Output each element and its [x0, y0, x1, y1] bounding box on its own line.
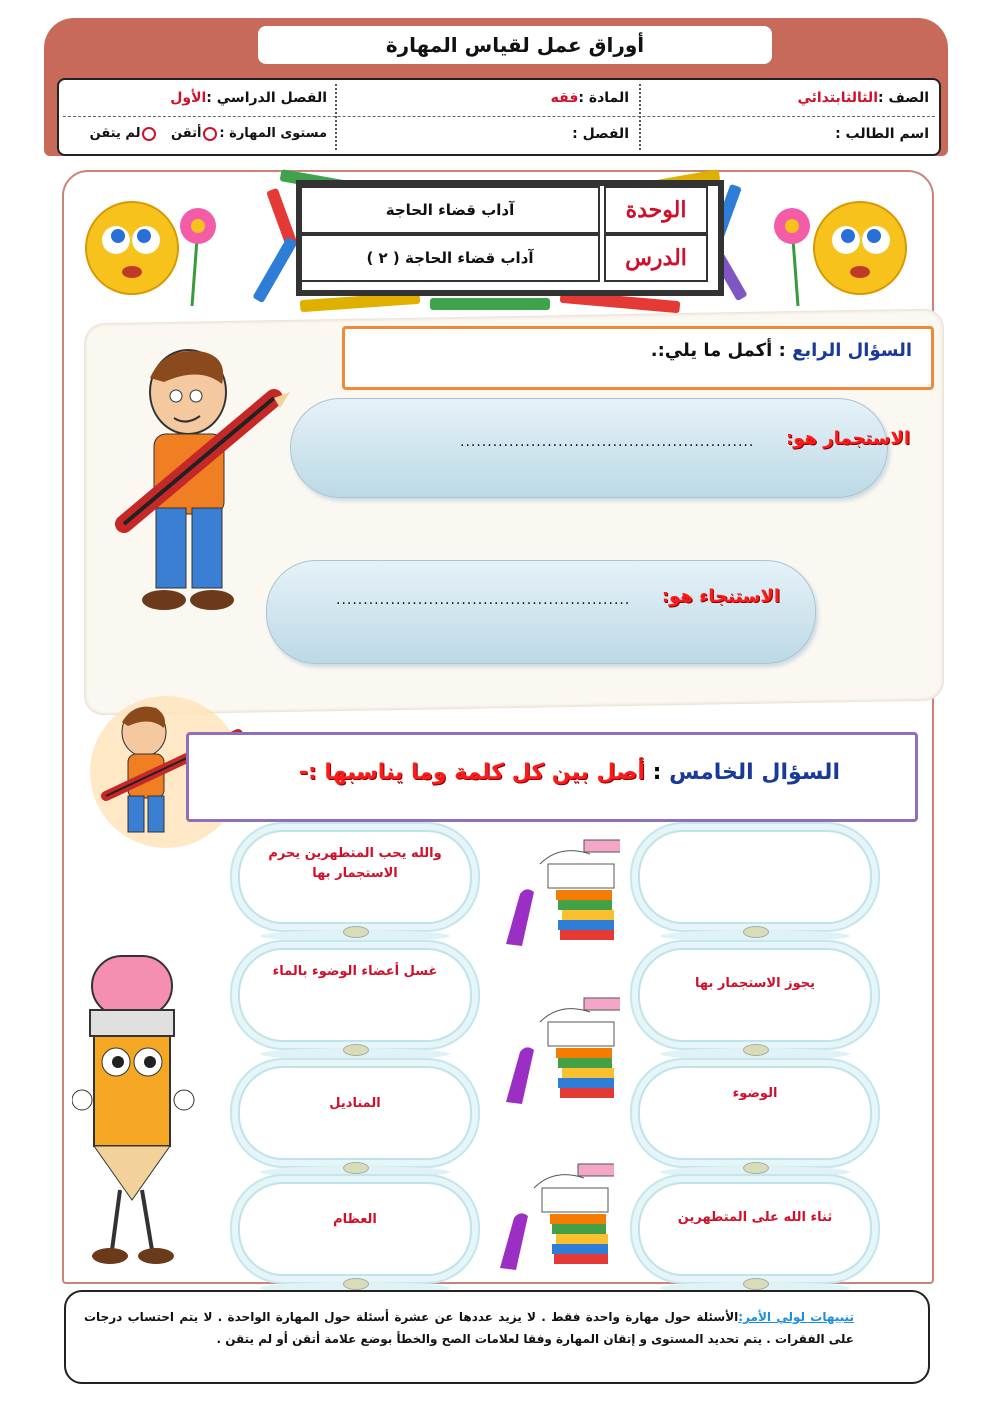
crayon-icon — [430, 298, 550, 310]
match-right-item[interactable] — [638, 830, 872, 924]
boy-with-pencil-icon — [104, 338, 294, 628]
books-icon — [500, 992, 620, 1112]
subject-value: فقه — [550, 90, 579, 106]
match-left-item[interactable] — [238, 1066, 472, 1160]
match-left-text: غسل أعضاء الوضوء بالماء — [272, 964, 438, 979]
cloud-dot — [743, 1044, 769, 1056]
lesson-row — [300, 234, 708, 278]
term-value: الأول — [170, 90, 207, 106]
footer-note — [84, 1306, 854, 1350]
mastered-radio[interactable] — [203, 127, 217, 141]
smiley-flower-icon — [80, 186, 230, 316]
match-right-text: الوضوء — [732, 1086, 778, 1101]
term-field — [170, 90, 327, 106]
answer-blank[interactable]: ...................................................... — [336, 592, 631, 608]
match-left-item[interactable] — [238, 1182, 472, 1276]
match-right-text: ثناء الله على المتطهرين — [677, 1210, 833, 1225]
cloud-dot — [743, 926, 769, 938]
grade-label: الصف : — [878, 90, 929, 106]
match-left-item[interactable] — [238, 948, 472, 1042]
match-right-item[interactable] — [638, 1182, 872, 1276]
subject-label: المادة : — [578, 90, 629, 106]
not-mastered-radio[interactable] — [142, 127, 156, 141]
page-title: أوراق عمل لقياس المهارة — [258, 26, 772, 64]
answer-blank[interactable]: ...................................................... — [460, 434, 755, 450]
cloud-dot — [343, 1278, 369, 1290]
info-table — [57, 78, 941, 156]
grade-field — [797, 90, 929, 106]
question-4-instruction: أكمل ما يلي:. — [650, 340, 773, 361]
divider — [639, 84, 641, 150]
cloud-dot — [343, 1162, 369, 1174]
unit-value: آداب قضاء الحاجة — [300, 186, 600, 234]
unit-table — [300, 184, 708, 280]
crayon-icon — [252, 237, 297, 304]
question-5-number: السؤال الخامس — [669, 760, 840, 785]
books-icon — [500, 834, 620, 954]
match-left-text: العظام — [333, 1212, 377, 1227]
answer-pill[interactable] — [266, 560, 816, 664]
match-left-text: المناديل — [329, 1096, 381, 1111]
item-label: الاستنجاء هو: — [661, 586, 780, 607]
unit-row — [300, 186, 708, 230]
lesson-value: آداب قضاء الحاجة ( ٢ ) — [300, 234, 600, 282]
divider — [63, 116, 935, 117]
match-left-text: والله يحب المتطهرين يحرم الاستجمار بها — [268, 846, 442, 882]
class-field[interactable] — [572, 126, 629, 142]
skill-level-field — [90, 126, 327, 141]
student-name-field[interactable] — [835, 126, 929, 142]
footer-body: الأسئلة حول مهارة واحدة فقط . لا يزيد عددها عن عشرة أسئلة حول المهارة الواحدة . لا يتم احتساب درجات على الفقرات . يتم تحديد المستوى و إتقان المهارة وفقا لعلامات الصح والخطأ بوضع علامة أتقن أو لم يتقن . — [84, 1310, 854, 1346]
smiley-flower-icon — [762, 186, 912, 316]
question-5-title: السؤال الخامس : أصل بين كل كلمة وما يناسبها :- — [298, 760, 840, 785]
lesson-label: الدرس — [604, 234, 708, 282]
item-label: الاستجمار هو: — [785, 428, 910, 449]
match-right-item[interactable] — [638, 948, 872, 1042]
cloud-dot — [343, 926, 369, 938]
match-right-text: يجوز الاستجمار بها — [695, 976, 815, 991]
question-4-number: السؤال الرابع — [792, 340, 912, 361]
cloud-dot — [343, 1044, 369, 1056]
match-right-item[interactable] — [638, 1066, 872, 1160]
grade-value: الثالثابتدائي — [797, 90, 878, 106]
class-label: الفصل : — [572, 126, 629, 142]
books-icon — [494, 1158, 614, 1278]
term-label: الفصل الدراسي : — [206, 90, 327, 106]
question-4-title: السؤال الرابع : أكمل ما يلي:. — [650, 340, 912, 361]
footer-heading: تنبيهات لولي الأمر: — [738, 1310, 854, 1324]
skill-level-label: مستوى المهارة : — [219, 126, 327, 141]
match-left-item[interactable] — [238, 830, 472, 924]
cloud-dot — [743, 1162, 769, 1174]
question-5-instruction: أصل بين كل كلمة وما يناسبها :- — [298, 760, 645, 785]
subject-field — [551, 90, 629, 106]
pencil-mascot-icon — [72, 950, 212, 1280]
not-mastered-label: لم يتقن — [89, 126, 141, 141]
student-name-label: اسم الطالب : — [835, 126, 929, 142]
divider — [335, 84, 337, 150]
cloud-dot — [743, 1278, 769, 1290]
mastered-label: أتقن — [171, 126, 202, 141]
unit-label: الوحدة — [604, 186, 708, 234]
